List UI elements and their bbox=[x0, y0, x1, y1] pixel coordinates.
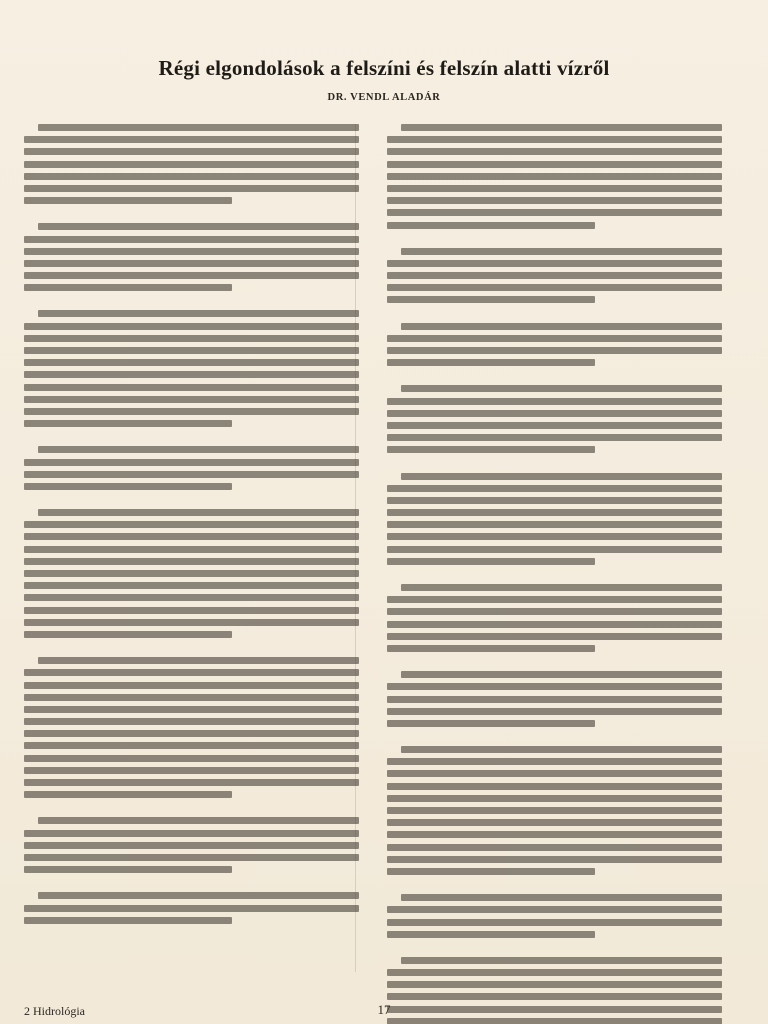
text-line bbox=[24, 779, 359, 786]
text-line bbox=[24, 791, 232, 798]
text-line bbox=[387, 485, 722, 492]
text-line bbox=[24, 408, 359, 415]
text-line bbox=[401, 473, 722, 480]
text-line bbox=[387, 260, 722, 267]
text-line bbox=[24, 148, 359, 155]
text-line bbox=[24, 260, 359, 267]
text-line bbox=[24, 396, 359, 403]
text-line bbox=[387, 410, 722, 417]
paragraph bbox=[24, 509, 359, 643]
text-line bbox=[387, 533, 722, 540]
text-line bbox=[387, 868, 595, 875]
text-line bbox=[24, 742, 359, 749]
text-line bbox=[387, 347, 722, 354]
text-line bbox=[387, 497, 722, 504]
text-line bbox=[387, 758, 722, 765]
text-line bbox=[387, 856, 722, 863]
left-column bbox=[24, 124, 359, 972]
text-line bbox=[24, 730, 359, 737]
text-line bbox=[387, 148, 722, 155]
text-line bbox=[387, 596, 722, 603]
text-line bbox=[24, 767, 359, 774]
text-line bbox=[401, 584, 722, 591]
text-line bbox=[387, 446, 595, 453]
text-line bbox=[38, 223, 359, 230]
paragraph bbox=[387, 124, 722, 234]
text-line bbox=[24, 631, 232, 638]
text-line bbox=[401, 248, 722, 255]
paragraph bbox=[387, 894, 722, 943]
text-line bbox=[24, 607, 359, 614]
text-line bbox=[387, 645, 595, 652]
text-line bbox=[387, 284, 722, 291]
text-line bbox=[24, 471, 359, 478]
text-line bbox=[24, 420, 232, 427]
text-line bbox=[24, 483, 232, 490]
page-number: 17 bbox=[377, 1002, 391, 1017]
text-line bbox=[387, 770, 722, 777]
paragraph bbox=[24, 817, 359, 878]
text-line bbox=[38, 124, 359, 131]
text-line bbox=[24, 905, 359, 912]
article-title: Régi elgondolások a felszíni és felszín alatti vízről bbox=[158, 56, 610, 80]
text-line bbox=[24, 533, 359, 540]
text-line bbox=[24, 594, 359, 601]
text-line bbox=[24, 842, 359, 849]
text-line bbox=[24, 694, 359, 701]
paragraph bbox=[387, 473, 722, 571]
text-line bbox=[24, 582, 359, 589]
text-line bbox=[387, 1018, 722, 1024]
text-line bbox=[24, 347, 359, 354]
text-line bbox=[387, 981, 722, 988]
text-line bbox=[387, 173, 722, 180]
text-line bbox=[387, 720, 595, 727]
text-line bbox=[38, 892, 359, 899]
text-line bbox=[24, 236, 359, 243]
text-line bbox=[24, 917, 232, 924]
paragraph bbox=[24, 657, 359, 803]
text-line bbox=[387, 621, 722, 628]
text-line bbox=[24, 854, 359, 861]
text-line bbox=[401, 957, 722, 964]
paragraph bbox=[387, 671, 722, 732]
paragraph bbox=[387, 248, 722, 309]
paragraph bbox=[24, 446, 359, 495]
text-line bbox=[24, 284, 232, 291]
text-line bbox=[387, 197, 722, 204]
text-line bbox=[24, 384, 359, 391]
text-line bbox=[387, 993, 722, 1000]
text-line bbox=[24, 866, 232, 873]
text-line bbox=[24, 558, 359, 565]
text-line bbox=[387, 819, 722, 826]
text-line bbox=[387, 683, 722, 690]
text-line bbox=[387, 161, 722, 168]
paragraph bbox=[24, 223, 359, 296]
text-line bbox=[24, 173, 359, 180]
text-line bbox=[387, 608, 722, 615]
right-column bbox=[387, 124, 722, 972]
text-line bbox=[38, 509, 359, 516]
text-line bbox=[387, 708, 722, 715]
text-line bbox=[24, 830, 359, 837]
text-line bbox=[24, 570, 359, 577]
text-line bbox=[387, 558, 595, 565]
text-line bbox=[387, 633, 722, 640]
text-line bbox=[401, 323, 722, 330]
text-line bbox=[38, 817, 359, 824]
text-line bbox=[24, 521, 359, 528]
journal-issue: 2 Hidrológia bbox=[24, 1004, 85, 1018]
text-line bbox=[38, 657, 359, 664]
text-line bbox=[387, 521, 722, 528]
text-line bbox=[24, 323, 359, 330]
text-line bbox=[24, 755, 359, 762]
text-line bbox=[24, 371, 359, 378]
article-body bbox=[24, 124, 746, 972]
text-line bbox=[24, 359, 359, 366]
text-line bbox=[24, 619, 359, 626]
text-line bbox=[24, 706, 359, 713]
text-line bbox=[401, 894, 722, 901]
text-line bbox=[24, 197, 232, 204]
text-line bbox=[387, 422, 722, 429]
article-author: DR. VENDL ALADÁR bbox=[327, 92, 441, 103]
text-line bbox=[387, 906, 722, 913]
text-line bbox=[24, 459, 359, 466]
text-line bbox=[387, 546, 722, 553]
text-line bbox=[24, 546, 359, 553]
paragraph bbox=[387, 746, 722, 880]
paragraph bbox=[387, 385, 722, 458]
text-line bbox=[387, 844, 722, 851]
text-line bbox=[387, 783, 722, 790]
text-line bbox=[387, 398, 722, 405]
text-line bbox=[38, 310, 359, 317]
text-line bbox=[24, 136, 359, 143]
paragraph bbox=[387, 323, 722, 372]
text-line bbox=[387, 831, 722, 838]
text-line bbox=[387, 272, 722, 279]
text-line bbox=[24, 161, 359, 168]
text-line bbox=[401, 124, 722, 131]
text-line bbox=[401, 671, 722, 678]
text-line bbox=[387, 919, 722, 926]
text-line bbox=[38, 446, 359, 453]
text-line bbox=[24, 718, 359, 725]
text-line bbox=[387, 509, 722, 516]
text-line bbox=[387, 931, 595, 938]
text-line bbox=[387, 795, 722, 802]
text-line bbox=[387, 359, 595, 366]
text-line bbox=[387, 969, 722, 976]
text-line bbox=[387, 296, 595, 303]
text-line bbox=[387, 222, 595, 229]
text-line bbox=[24, 682, 359, 689]
text-line bbox=[24, 669, 359, 676]
paragraph bbox=[387, 584, 722, 657]
text-line bbox=[387, 807, 722, 814]
text-line bbox=[401, 746, 722, 753]
text-line bbox=[387, 185, 722, 192]
text-line bbox=[24, 335, 359, 342]
text-line bbox=[387, 335, 722, 342]
text-line bbox=[24, 272, 359, 279]
text-line bbox=[387, 434, 722, 441]
paragraph bbox=[24, 892, 359, 929]
text-line bbox=[387, 136, 722, 143]
paragraph bbox=[24, 310, 359, 432]
text-line bbox=[24, 185, 359, 192]
text-line bbox=[24, 248, 359, 255]
text-line bbox=[401, 385, 722, 392]
text-line bbox=[387, 209, 722, 216]
paragraph bbox=[24, 124, 359, 209]
text-line bbox=[387, 696, 722, 703]
